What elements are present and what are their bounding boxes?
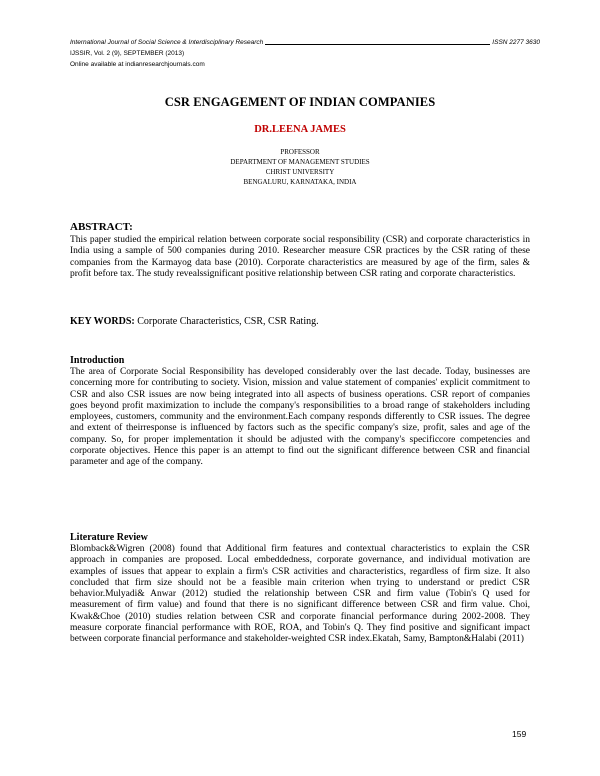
literature-text: Blomback&Wigren (2008) found that Additional firm features and contextual characteristics to explain the CSR approach in companies are proposed. Local embeddedness, corporate governance, and individual motivation are examples of issues that appear to explain a firm's CSR activities and characteristics, regardless of firm size. It also concluded that firm size should not be a feasible main criterion when trying to understand or predict CSR behavior.Mulyadi& Anwar (2012) studied the relationship between CSR and firm value (Tobin's Q used for measurement of firm value) and found that there is no significant difference between CSR and firm value. Choi, Kwak&Choe (2010) studies relation between CSR and corporate financial performance during 2002-2008. They measure corporate financial performance with ROE, ROA, and Tobin's Q. They find positive and significant impact between corporate financial performance and stakeholder-weighted CSR index.Ekatah, Samy, Bampton&Halabi (2011)	[70, 544, 530, 645]
paper-title: CSR ENGAGEMENT OF INDIAN COMPANIES	[164, 95, 436, 109]
literature-heading: Literature Review	[70, 532, 148, 543]
author-affiliation	[0, 147, 600, 187]
abstract-text: This paper studied the empirical relation between corporate social responsibility (CSR) and corporate characteristics in India using a sample of 500 companies during 2010. Researcher measure CSR practices by the CSR rating of these companies from the Karmayog data base (2010). Corporate characteristics are measured by age of the firm, sales & profit before tax. The study revealssignificant positive relationship between CSR rating and corporate characteristics.	[70, 235, 530, 279]
keywords-label: KEY WORDS:	[70, 316, 135, 327]
affiliation-line: BENGALURU, KARNATAKA, INDIA	[243, 178, 357, 186]
journal-volume: IJSSIR, Vol. 2 (9), SEPTEMBER (2013)	[70, 50, 185, 57]
keywords-text: Corporate Characteristics, CSR, CSR Rating.	[134, 316, 319, 327]
paper-author: DR.LEENA JAMES	[254, 124, 346, 135]
journal-online: Online available at indianresearchjournals.com	[70, 61, 205, 68]
abstract-heading: ABSTRACT:	[70, 221, 133, 233]
affiliation-line: DEPARTMENT OF MANAGEMENT STUDIES	[230, 158, 370, 166]
journal-line	[70, 37, 540, 48]
introduction-text: The area of Corporate Social Responsibility has developed considerably over the last decade. Today, businesses are concerning more for contributing to society. Vision, mission and value statement of companies' explicit commitment to CSR and also CSR issues are now being integrated into all aspects of business operations. CSR report of companies goes beyond profit maximization to include the company's responsibilities to a broad range of stakeholders including employees, customers, community and the environment.Each company responds differently to CSR issues. The degree and extent of theirresponse is influenced by factors such as the specific company's size, profit, sales and age of the company. So, for proper implementation it should be adjusted with the company's specificcore competencies and corporate objectives. Hence this paper is an attempt to find out the significant difference between CSR and financial parameter and age of the company.	[70, 367, 530, 468]
header-rule	[265, 37, 490, 45]
journal-header	[70, 37, 540, 70]
keywords	[70, 316, 319, 327]
journal-issn: ISSN 2277 3630	[492, 39, 540, 46]
affiliation-line: PROFESSOR	[280, 148, 320, 156]
page-number: 159	[512, 729, 527, 739]
affiliation-line: CHRIST UNIVERSITY	[265, 168, 335, 176]
journal-name: International Journal of Social Science & Interdisciplinary Research	[70, 39, 264, 46]
introduction-heading: Introduction	[70, 355, 125, 366]
